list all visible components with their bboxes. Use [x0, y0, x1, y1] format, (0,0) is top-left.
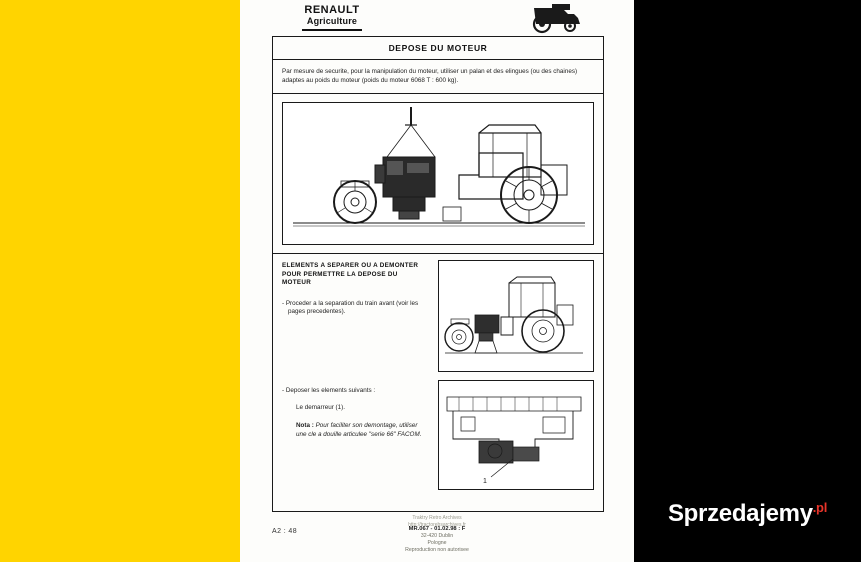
publication-block: [272, 526, 602, 554]
publication-line-2: Pologne: [427, 540, 447, 546]
svg-text:1: 1: [483, 478, 487, 485]
page-title: DEPOSE DU MOTEUR: [388, 43, 488, 53]
bullet-item-1: - Proceder a la separation du train avant (voir les pages precedentes).: [282, 299, 419, 315]
nota-label: Nota :: [296, 422, 314, 429]
brand-underline: [302, 29, 362, 31]
middle-section: [273, 253, 603, 376]
section-heading: ELEMENTS A SEPARER OU A DEMONTER POUR PERMETTRE LA DEPOSE DU MOTEUR: [282, 262, 419, 286]
brand-name: RENAULT: [304, 4, 360, 16]
tractor-icon: [522, 2, 592, 34]
intro-box: [273, 60, 603, 94]
bullet-item-2: - Deposer les elements suivants :: [282, 387, 376, 394]
nota-block: [296, 422, 428, 439]
middle-text-column: [273, 254, 436, 376]
brand-block: [272, 4, 392, 31]
list-item-starter: Le demarreur (1).: [296, 404, 345, 411]
tractor-engine-hoist-illustration: [282, 102, 594, 245]
publication-line-1: 32-420 Dublin: [420, 533, 454, 539]
document-footer: [272, 526, 602, 556]
lower-text-column: [273, 376, 436, 496]
tractor-split-front-axle-illustration: [438, 260, 594, 372]
left-yellow-band: [0, 0, 240, 562]
section-title-box: [273, 37, 603, 60]
intro-text: Par mesure de securite, pour la manipulation du moteur, utiliser un palan et des elingues (ou des chaines) adaptes au poids du moteur (poids du moteur 6068 T : 600 kg).: [282, 68, 578, 84]
credit-line-2: http://tractorebsarchives.fr: [408, 521, 466, 528]
watermark-text: Sprzedajemy: [667, 500, 813, 527]
middle-illustration-column: [436, 254, 603, 376]
right-black-panel: [634, 0, 861, 562]
content-frame: [272, 36, 604, 512]
document-page: [240, 0, 634, 562]
nota-text: Pour faciliter son demontage, utiliser une cle a douille articulee "serie 66" FACOM.: [296, 422, 422, 438]
document-header: [240, 0, 634, 38]
site-watermark: [634, 500, 861, 528]
lower-illustration-column: [436, 376, 603, 496]
brand-subtitle: Agriculture: [306, 16, 358, 26]
publication-ref: MR.067 - 01.02.98 : F: [408, 526, 466, 532]
watermark-suffix: .pl: [812, 500, 828, 515]
page-number: A2 : 48: [272, 528, 297, 535]
lower-section: [273, 376, 603, 496]
publication-line-3: Reproduction non autorisee: [405, 547, 469, 553]
engine-starter-detail-illustration: [438, 380, 594, 490]
credit-line-1: Traktry Retro Archives: [412, 515, 462, 521]
